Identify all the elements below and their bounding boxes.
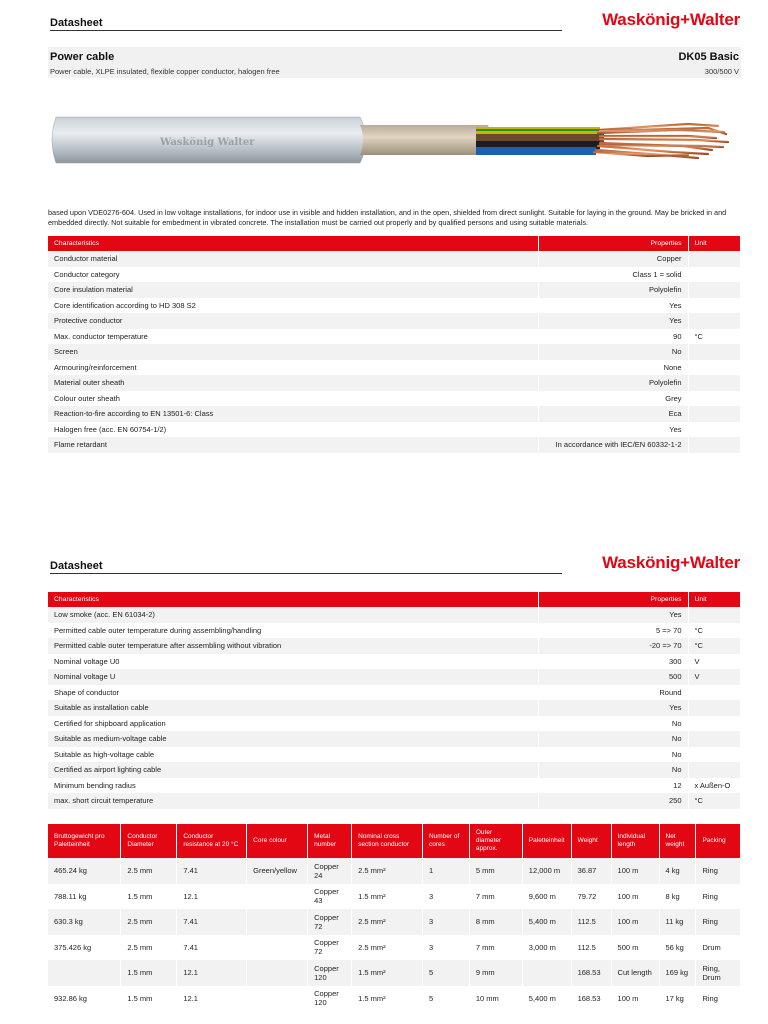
article-cell: 375.426 kg <box>48 935 121 961</box>
page1-header <box>50 7 740 31</box>
property-unit: °C <box>688 623 740 639</box>
article-cell: 5,400 m <box>522 986 571 1012</box>
col-unit: Unit <box>688 236 740 251</box>
property-value: Yes <box>538 298 688 314</box>
header-rule <box>50 30 562 31</box>
article-cell: 9 mm <box>469 960 522 986</box>
article-row <box>48 909 740 935</box>
article-cell: 465.24 kg <box>48 858 121 884</box>
property-unit <box>688 437 740 453</box>
characteristic-name: Screen <box>48 344 538 360</box>
article-cell: 12.1 <box>177 960 247 986</box>
characteristic-name: Core identification according to HD 308 S2 <box>48 298 538 314</box>
intro-paragraph: based upon VDE0276-604. Used in low voltage installations, for indoor use in visible and hidden installation, and in the open, shielded from direct sunlight. Suitable for laying in the ground. May be bricked in and embedded directly. Not suitable for embedment in vibrated concrete. The installation must be carried out properly and by qualified persons and using suitable materials. <box>48 208 727 227</box>
table-row <box>48 422 740 438</box>
article-cell: 1.5 mm <box>121 884 177 910</box>
article-cell: 1.5 mm² <box>352 960 423 986</box>
col-properties: Properties <box>538 236 688 251</box>
characteristic-name: Material outer sheath <box>48 375 538 391</box>
property-value: No <box>538 716 688 732</box>
characteristic-name: Certified for shipboard application <box>48 716 538 732</box>
article-cell: Ring <box>696 986 740 1012</box>
property-unit <box>688 313 740 329</box>
article-cell <box>247 909 308 935</box>
characteristic-name: Halogen free (acc. EN 60754-1/2) <box>48 422 538 438</box>
article-cell: Ring <box>696 909 740 935</box>
article-column-header: Number of cores <box>422 824 469 858</box>
table-row <box>48 298 740 314</box>
characteristic-name: Low smoke (acc. EN 61034-2) <box>48 607 538 623</box>
property-unit: V <box>688 654 740 670</box>
table-row <box>48 344 740 360</box>
article-cell: 1 <box>422 858 469 884</box>
property-value: Copper <box>538 251 688 267</box>
article-cell: 17 kg <box>659 986 696 1012</box>
table-row <box>48 731 740 747</box>
table-row <box>48 607 740 623</box>
property-unit <box>688 267 740 283</box>
article-cell: Copper 72 <box>308 909 352 935</box>
article-cell: 5 <box>422 960 469 986</box>
table-row <box>48 251 740 267</box>
article-cell: 5 mm <box>469 858 522 884</box>
article-cell: 630.3 kg <box>48 909 121 935</box>
article-cell: 8 mm <box>469 909 522 935</box>
article-cell: 10 mm <box>469 986 522 1012</box>
article-cell: 2.5 mm <box>121 909 177 935</box>
property-value: Yes <box>538 313 688 329</box>
property-value: 12 <box>538 778 688 794</box>
article-cell: 169 kg <box>659 960 696 986</box>
table-row <box>48 406 740 422</box>
article-cell: 2.5 mm² <box>352 909 423 935</box>
property-unit <box>688 298 740 314</box>
property-unit <box>688 731 740 747</box>
table-row <box>48 762 740 778</box>
article-table <box>48 824 740 1011</box>
property-unit: °C <box>688 329 740 345</box>
characteristic-name: Nominal voltage U <box>48 669 538 685</box>
table-row <box>48 375 740 391</box>
article-cell: 79.72 <box>571 884 611 910</box>
property-value: In accordance with IEC/EN 60332-1-2 <box>538 437 688 453</box>
article-cell: Drum <box>696 935 740 961</box>
property-unit <box>688 762 740 778</box>
table-header-row <box>48 236 740 251</box>
table-row <box>48 685 740 701</box>
article-cell: Ring, Drum <box>696 960 740 986</box>
property-unit <box>688 406 740 422</box>
article-column-header: Individual length <box>611 824 659 858</box>
article-row <box>48 986 740 1012</box>
table-row <box>48 669 740 685</box>
article-column-header: Conductor resistance at 20 °C <box>177 824 247 858</box>
article-cell: Copper 24 <box>308 858 352 884</box>
article-cell <box>48 960 121 986</box>
property-value: 250 <box>538 793 688 809</box>
property-value: No <box>538 762 688 778</box>
article-cell: 2.5 mm² <box>352 858 423 884</box>
article-column-header: Net weight <box>659 824 696 858</box>
product-name: Power cable <box>50 51 115 63</box>
article-cell <box>522 960 571 986</box>
property-unit <box>688 282 740 298</box>
property-unit <box>688 251 740 267</box>
characteristic-name: Conductor category <box>48 267 538 283</box>
property-unit <box>688 391 740 407</box>
article-cell: 112.5 <box>571 935 611 961</box>
property-unit: V <box>688 669 740 685</box>
table-row <box>48 623 740 639</box>
table-row <box>48 313 740 329</box>
cable-print-text: Waskönig Walter <box>160 137 255 148</box>
article-cell: Green/yellow <box>247 858 308 884</box>
article-cell: 3 <box>422 884 469 910</box>
article-cell: 11 kg <box>659 909 696 935</box>
characteristic-name: Permitted cable outer temperature after assembling without vibration <box>48 638 538 654</box>
property-value: 500 <box>538 669 688 685</box>
characteristic-name: Minimum bending radius <box>48 778 538 794</box>
property-value: No <box>538 731 688 747</box>
characteristic-name: Suitable as high-voltage cable <box>48 747 538 763</box>
article-column-header: Bruttogewicht pro Paletteinheit <box>48 824 121 858</box>
characteristic-name: Armouring/reinforcement <box>48 360 538 376</box>
property-unit <box>688 747 740 763</box>
characteristic-name: Core insulation material <box>48 282 538 298</box>
characteristic-name: Colour outer sheath <box>48 391 538 407</box>
article-cell <box>247 960 308 986</box>
article-column-header: Weight <box>571 824 611 858</box>
article-cell: 168.53 <box>571 960 611 986</box>
property-unit <box>688 344 740 360</box>
article-cell: 7 mm <box>469 884 522 910</box>
property-value: Class 1 = solid <box>538 267 688 283</box>
page2-header <box>50 550 740 574</box>
article-cell: 788.11 kg <box>48 884 121 910</box>
article-cell: 100 m <box>611 909 659 935</box>
property-value: Polyolefin <box>538 282 688 298</box>
property-value: None <box>538 360 688 376</box>
article-cell: 3,000 m <box>522 935 571 961</box>
property-value: -20 => 70 <box>538 638 688 654</box>
article-row <box>48 935 740 961</box>
property-value: 300 <box>538 654 688 670</box>
article-column-header: Packing <box>696 824 740 858</box>
article-cell: 5,400 m <box>522 909 571 935</box>
article-cell: 3 <box>422 909 469 935</box>
article-cell: 1.5 mm <box>121 986 177 1012</box>
article-cell: Cut length <box>611 960 659 986</box>
article-cell: 1.5 mm <box>121 960 177 986</box>
article-cell <box>247 884 308 910</box>
property-unit <box>688 360 740 376</box>
article-cell: 7.41 <box>177 935 247 961</box>
characteristic-name: max. short circuit temperature <box>48 793 538 809</box>
characteristic-name: Suitable as medium-voltage cable <box>48 731 538 747</box>
property-unit: °C <box>688 793 740 809</box>
characteristic-name: Protective conductor <box>48 313 538 329</box>
article-cell: 168.53 <box>571 986 611 1012</box>
product-description: Power cable, XLPE insulated, flexible copper conductor, halogen free <box>50 67 280 76</box>
property-value: 5 => 70 <box>538 623 688 639</box>
article-cell: 100 m <box>611 858 659 884</box>
article-cell: 500 m <box>611 935 659 961</box>
property-value: Yes <box>538 422 688 438</box>
article-cell: 12,000 m <box>522 858 571 884</box>
table-header-row <box>48 592 740 607</box>
table-row <box>48 793 740 809</box>
article-column-header: Metal number <box>308 824 352 858</box>
property-value: Eca <box>538 406 688 422</box>
brand-logo: Waskönig+Walter <box>602 10 740 29</box>
article-cell: 1.5 mm² <box>352 884 423 910</box>
property-unit: °C <box>688 638 740 654</box>
article-cell: 12.1 <box>177 884 247 910</box>
article-cell: 932.86 kg <box>48 986 121 1012</box>
article-cell: 7.41 <box>177 909 247 935</box>
header-rule <box>50 573 562 574</box>
article-cell: 9,600 m <box>522 884 571 910</box>
col-characteristics: Characteristics <box>48 236 538 251</box>
product-voltage: 300/500 V <box>704 67 739 76</box>
article-row <box>48 960 740 986</box>
article-row <box>48 884 740 910</box>
characteristic-name: Suitable as installation cable <box>48 700 538 716</box>
article-cell: 5 <box>422 986 469 1012</box>
col-characteristics: Characteristics <box>48 592 538 607</box>
article-cell: 56 kg <box>659 935 696 961</box>
characteristic-name: Flame retardant <box>48 437 538 453</box>
characteristic-name: Shape of conductor <box>48 685 538 701</box>
article-cell: 112.5 <box>571 909 611 935</box>
characteristic-name: Reaction-to-fire according to EN 13501-6: Class <box>48 406 538 422</box>
article-cell: Copper 120 <box>308 986 352 1012</box>
property-unit <box>688 716 740 732</box>
property-value: Yes <box>538 700 688 716</box>
col-properties: Properties <box>538 592 688 607</box>
article-cell: 7 mm <box>469 935 522 961</box>
property-value: No <box>538 747 688 763</box>
article-cell: 2.5 mm <box>121 935 177 961</box>
table-row <box>48 716 740 732</box>
article-cell: 2.5 mm² <box>352 935 423 961</box>
article-cell: 4 kg <box>659 858 696 884</box>
article-cell: 7.41 <box>177 858 247 884</box>
property-value: 90 <box>538 329 688 345</box>
property-value: Yes <box>538 607 688 623</box>
article-cell: Copper 72 <box>308 935 352 961</box>
property-unit: x Außen-O <box>688 778 740 794</box>
table-row <box>48 654 740 670</box>
article-cell: 8 kg <box>659 884 696 910</box>
table-row <box>48 747 740 763</box>
table-row <box>48 638 740 654</box>
table-row <box>48 778 740 794</box>
characteristic-name: Nominal voltage U0 <box>48 654 538 670</box>
col-unit: Unit <box>688 592 740 607</box>
article-cell: Copper 43 <box>308 884 352 910</box>
article-column-header: Paletteinheit <box>522 824 571 858</box>
datasheet-title: Datasheet <box>50 17 103 29</box>
article-cell: 1.5 mm² <box>352 986 423 1012</box>
property-unit <box>688 685 740 701</box>
article-table-header <box>48 824 740 858</box>
characteristics-table-2 <box>48 592 740 809</box>
property-unit <box>688 700 740 716</box>
article-cell: Ring <box>696 884 740 910</box>
article-cell: 12.1 <box>177 986 247 1012</box>
property-unit <box>688 375 740 391</box>
product-code: DK05 Basic <box>678 51 739 63</box>
characteristics-table-1 <box>48 236 740 453</box>
cable-image <box>48 100 738 180</box>
characteristic-name: Permitted cable outer temperature during assembling/handling <box>48 623 538 639</box>
table-row <box>48 391 740 407</box>
characteristic-name: Conductor material <box>48 251 538 267</box>
article-cell: 36.87 <box>571 858 611 884</box>
table-row <box>48 360 740 376</box>
article-cell <box>247 986 308 1012</box>
table-row <box>48 267 740 283</box>
article-column-header: Nominal cross section conductor <box>352 824 423 858</box>
property-value: Polyolefin <box>538 375 688 391</box>
article-cell: 100 m <box>611 986 659 1012</box>
article-cell: 3 <box>422 935 469 961</box>
property-value: Round <box>538 685 688 701</box>
characteristic-name: Max. conductor temperature <box>48 329 538 345</box>
article-cell: 2.5 mm <box>121 858 177 884</box>
article-column-header: Outer diameter approx. <box>469 824 522 858</box>
table-row <box>48 700 740 716</box>
article-column-header: Core colour <box>247 824 308 858</box>
table-row <box>48 282 740 298</box>
article-cell: Copper 120 <box>308 960 352 986</box>
article-row <box>48 858 740 884</box>
brand-logo: Waskönig+Walter <box>602 553 740 572</box>
datasheet-title: Datasheet <box>50 560 103 572</box>
characteristic-name: Certified as airport lighting cable <box>48 762 538 778</box>
table-row <box>48 437 740 453</box>
product-band <box>48 47 741 78</box>
property-unit <box>688 422 740 438</box>
article-cell <box>247 935 308 961</box>
table-row <box>48 329 740 345</box>
article-column-header: Conductor Diameter <box>121 824 177 858</box>
property-value: Grey <box>538 391 688 407</box>
article-cell: Ring <box>696 858 740 884</box>
article-cell: 100 m <box>611 884 659 910</box>
property-unit <box>688 607 740 623</box>
property-value: No <box>538 344 688 360</box>
